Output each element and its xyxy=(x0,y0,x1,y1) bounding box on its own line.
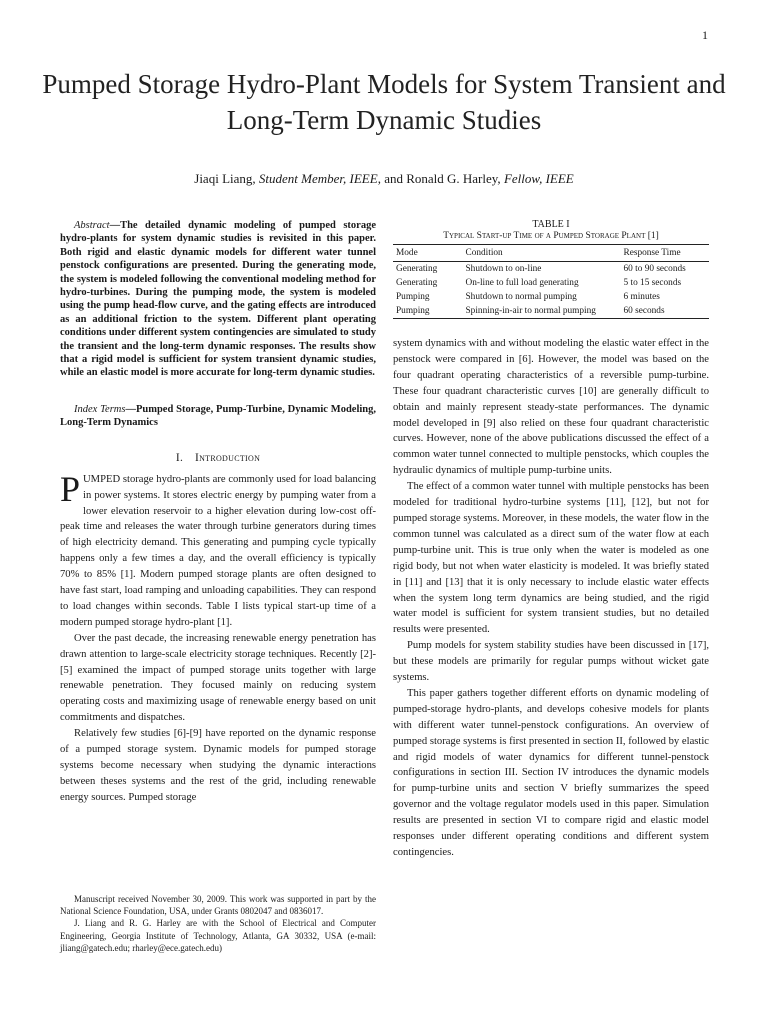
table-cell: Shutdown to normal pumping xyxy=(465,292,577,302)
abstract xyxy=(60,219,376,380)
index-terms-text: Pumped Storage, Pump-Turbine, Dynamic Modeling, Long-Term Dynamics xyxy=(60,403,376,429)
footnote-manuscript: Manuscript received November 30, 2009. This work was supported in part by the National Science Foundation, USA, under Grants 0802047 and 0836017. xyxy=(60,894,376,917)
table-cell: Generating xyxy=(396,278,438,288)
author-1-role: Student Member, IEEE xyxy=(258,171,378,186)
abstract-lead: Abstract xyxy=(74,220,110,231)
table-cell: Spinning-in-air to normal pumping xyxy=(465,306,596,316)
index-terms-lead: Index Terms xyxy=(74,403,126,415)
index-terms xyxy=(60,403,376,430)
table-cell: Pumping xyxy=(396,292,430,302)
table-cell: 6 minutes xyxy=(623,292,660,302)
footnote-affiliation: J. Liang and R. G. Harley are with the School of Electrical and Computer Engineering, Georgia Institute of Technology, Atlanta, GA 30332, USA (e-mail: jliang@gatech.edu; rharley@ece.gatech.edu) xyxy=(60,918,376,953)
table-caption: TABLE I xyxy=(532,219,570,230)
author-2-role: Fellow, IEEE xyxy=(503,171,574,186)
intro-paragraph-1-text: storage hydro-plants are commonly used for load balancing in power systems. It stores electric energy by pumping water from a lower elevation reservoir to a higher elevation during low-cost off-peak time and releases the water through turbine generators during times of high electricity demand. This generating and pumping cycle typically happens only a few times a day, and the overall efficiency is typically 70% to 85% [1]. Modern pumped storage plants are often designed to have fast start, load ramping and unloading capabilities. They can respond to load changes within seconds. Table I lists typical start-up time of a modern pumped storage hydro-plant [1]. xyxy=(60,473,376,628)
paper-title: Pumped Storage Hydro-Plant Models for System Transient and Long-Term Dynamic Studies xyxy=(42,69,726,135)
table-cell: 5 to 15 seconds xyxy=(623,278,682,288)
intro-paragraph-3: Relatively few studies [6]-[9] have reported on the dynamic response of a pumped storage system. Dynamic models for pumped storage systems become necessary when studying the dynamic interactions between theses systems and the rest of the grid, including renewable energy sources. Pumped storage xyxy=(60,728,376,803)
table-cell: Shutdown to on-line xyxy=(465,264,542,274)
table-cell: 60 seconds xyxy=(623,306,665,316)
abstract-text: The detailed dynamic modeling of pumped storage hydro-plants for system dynamic studies is revisited in this paper. Both rigid and elastic dynamic models for different water tunnel penstock configurations are presented. During the generating mode, the system is modeled following the conventional modeling method for hydro-turbines. During the pumping mode, the system is modeled using the pump head-flow curve, and the gating effects are introduced as an additional friction to the system. Different plant operating conditions under different system contingencies are simulated to study the transient and the long-term dynamic responses. The results show that a rigid model is sufficient for system transient dynamic studies, while an elastic model is more accurate for long-term dynamic studies. xyxy=(60,220,376,379)
index-terms-dash: — xyxy=(125,403,136,415)
author-line xyxy=(40,171,728,187)
table-cell: On-line to full load generating xyxy=(465,278,579,288)
intro-first-word: UMPED xyxy=(83,473,121,485)
intro-paragraph-1 xyxy=(60,468,376,631)
right-paragraph-1: system dynamics with and without modeling the elastic water effect in the penstock were compared in [6]. However, the model was based on the four quadrant operating characteristics of a reversible pump-turbine. These four quadrant characteristic curves [10] are generally difficult to obtain and mainly represent steady-state performances. The dynamic model developed in [9] also relied on these four quadrant characteristic curves. However, none of the above publications discussed the effect of a common water tunnel connected to multiple penstocks, which couples the hydraulic dynamics of multiple pump-turbine units. xyxy=(393,338,709,477)
table-cell: Pumping xyxy=(396,306,430,316)
table-header-response-time: Response Time xyxy=(621,245,709,262)
table-header-condition: Condition xyxy=(463,245,621,262)
section-heading-introduction: I. Introduction xyxy=(175,451,261,464)
table-row xyxy=(393,262,709,277)
startup-time-table xyxy=(393,244,709,319)
right-column-text xyxy=(393,336,709,861)
table-header-mode: Mode xyxy=(393,245,463,262)
table-header-row xyxy=(393,245,709,262)
author-1-name: Jiaqi Liang, xyxy=(194,171,259,186)
table-row xyxy=(393,304,709,319)
left-column xyxy=(60,219,376,806)
author-connector: , and Ronald G. Harley, xyxy=(377,171,504,186)
right-column xyxy=(393,219,709,861)
table-cell: Generating xyxy=(396,264,438,274)
abstract-dash: — xyxy=(109,220,121,231)
footnote xyxy=(60,893,376,954)
table-row xyxy=(393,276,709,290)
table-row xyxy=(393,290,709,304)
right-paragraph-2: The effect of a common water tunnel with multiple penstocks has been modeled for traditional hydro-turbine systems [11], [12], but not for pumped storage systems. Moreover, in these models, the water flow in the common tunnel was calculated as a direct sum of the water flow at each pump-turbine unit. This is true only when the water is modeled as one rigid body, but not when water elasticity is modeled. It was briefly stated in [11] and [13] that it is only necessary to include elastic water effects when the system long term dynamics are being studied, and the rigid water model is sufficient for system transient studies, but no detailed results were presented. xyxy=(393,481,709,636)
intro-paragraph-2: Over the past decade, the increasing renewable energy penetration has drawn attention to large-scale electricity storage techniques. Recently [2]-[5] examined the impact of pumped storage units together with large renewable penetration. They focused mainly on reducing system operating costs and maximizing usage of renewable energy based on unit commitments and dispatches. xyxy=(60,632,376,724)
right-paragraph-3: Pump models for system stability studies have been discussed in [17], but these models are primarily for regular pumps without wicket gate systems. xyxy=(393,640,709,684)
right-paragraph-4: This paper gathers together different efforts on dynamic modeling of pumped-storage hydro-plants, and develops cohesive models for plants with different water tunnel-penstock configurations. An overview of pumped storage systems is first presented in section II, followed by elastic and rigid models of water dynamics for different tunnel-penstock configurations in section III. Section IV introduces the dynamic models for pump-turbine units and section V briefly summarizes the speed governor and the voltage regulator models used in this paper. Simulation results are presented in section VI to compare rigid and elastic model responses under different operating conditions and different system contingencies. xyxy=(393,687,709,858)
drop-cap: P xyxy=(60,468,81,509)
page-number: 1 xyxy=(702,28,708,42)
table-cell: 60 to 90 seconds xyxy=(623,264,686,274)
table-subtitle: Typical Start-up Time of a Pumped Storage Plant [1] xyxy=(443,231,659,241)
